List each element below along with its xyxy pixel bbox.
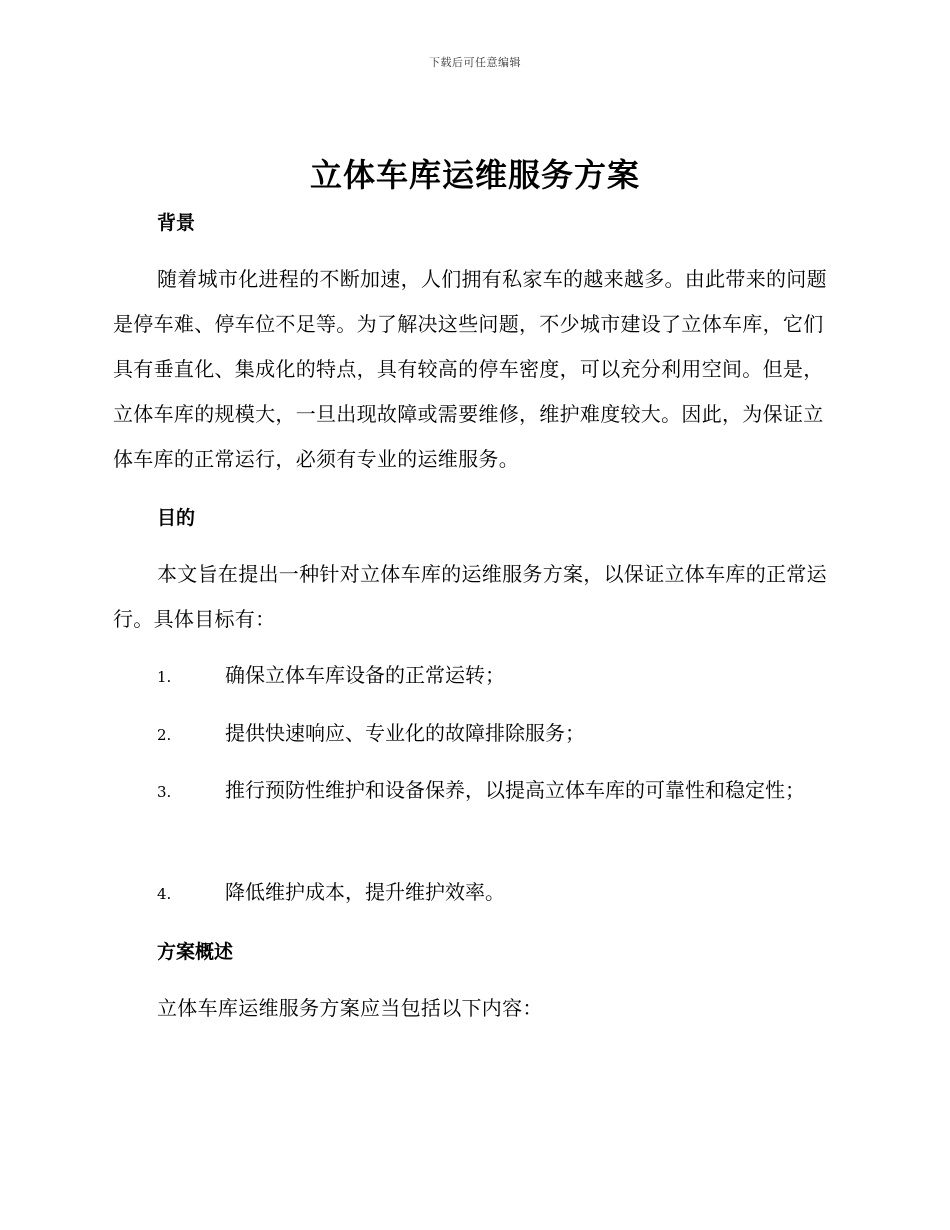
paragraph-purpose: 本文旨在提出一种针对立体车库的运维服务方案，以保证立体车库的正常运行。具体目标有： bbox=[113, 562, 827, 631]
list-number: 3. bbox=[157, 783, 172, 801]
list-number: 1. bbox=[157, 668, 172, 686]
document-title: 立体车库运维服务方案 bbox=[309, 156, 640, 194]
list-item bbox=[113, 768, 833, 815]
list-item bbox=[113, 870, 833, 917]
list-number: 4. bbox=[157, 885, 172, 903]
list-item bbox=[113, 653, 833, 700]
heading-background: 背景 bbox=[157, 212, 196, 234]
list-item bbox=[113, 711, 833, 758]
list-text: 提供快速响应、专业化的故障排除服务； bbox=[225, 721, 585, 745]
list-text: 推行预防性维护和设备保养，以提高立体车库的可靠性和稳定性； bbox=[225, 778, 805, 802]
heading-overview: 方案概述 bbox=[157, 941, 234, 963]
paragraph-background: 随着城市化进程的不断加速，人们拥有私家车的越来越多。由此带来的问题是停车难、停车位不足等。为了解决这些问题，不少城市建设了立体车库，它们具有垂直化、集成化的特点，具有较高的停车密度，可以充分利用空间。但是，立体车库的规模大，一旦出现故障或需要维修，维护难度较大。因此，为保证立体车库的正常运行，必须有专业的运维服务。 bbox=[113, 267, 827, 471]
paragraph-overview: 立体车库运维服务方案应当包括以下内容： bbox=[157, 996, 543, 1020]
list-text: 降低维护成本，提升维护效率。 bbox=[225, 880, 505, 904]
header-note: 下载后可任意编辑 bbox=[429, 56, 521, 69]
heading-purpose: 目的 bbox=[157, 507, 196, 529]
list-text: 确保立体车库设备的正常运转； bbox=[225, 663, 505, 687]
list-number: 2. bbox=[157, 726, 172, 744]
